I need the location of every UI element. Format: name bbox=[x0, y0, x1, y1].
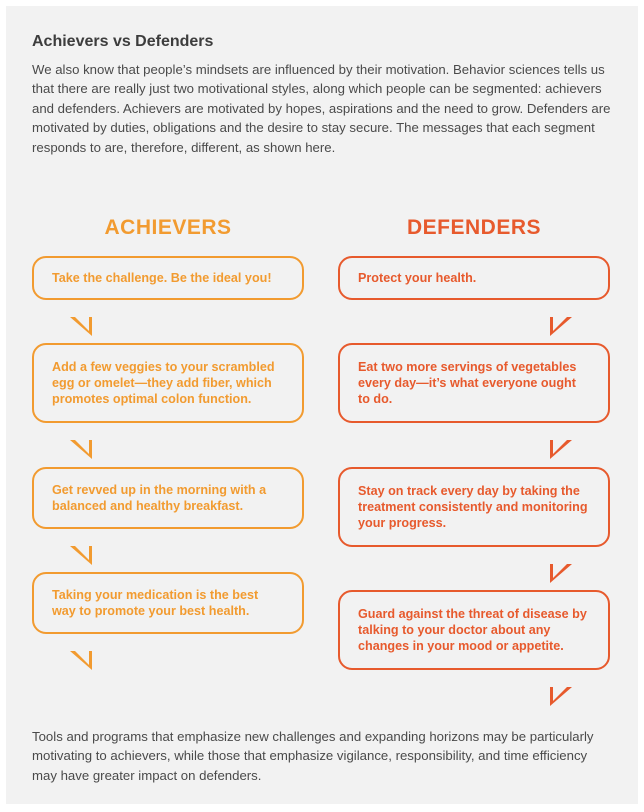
defender-message-text: Eat two more servings of vegetables every day—it’s what everyone ought to do. bbox=[358, 360, 577, 406]
closing-paragraph: Tools and programs that emphasize new challenges and expanding horizons may be particularly motivating to achievers, while those that emphasize vigilance, responsibility, and time efficiency may have greater impact on defenders. bbox=[32, 729, 594, 783]
defender-message-bubble bbox=[338, 343, 610, 423]
achievers-title: ACHIEVERS bbox=[104, 216, 232, 239]
achiever-message-text: Taking your medication is the best way to promote your best health. bbox=[52, 588, 259, 618]
defender-message-text: Protect your health. bbox=[358, 271, 477, 285]
achiever-message-text: Add a few veggies to your scrambled egg or omelet—they add fiber, which promotes optimal colon function. bbox=[52, 360, 275, 406]
defenders-title: DEFENDERS bbox=[406, 216, 542, 239]
achiever-message-text: Get revved up in the morning with a balanced and healthy breakfast. bbox=[52, 483, 267, 513]
achiever-message-bubble bbox=[32, 256, 304, 300]
defender-message-bubble bbox=[338, 256, 610, 300]
intro-paragraph: We also know that people’s mindsets are influenced by their motivation. Behavior sciences tells us that there are really just two motivational styles, along which people can be segmented: achievers and defenders. Achievers are motivated by hopes, aspirations and the need to grow. Defenders are motivated by duties, obligations and the desire to stay secure. The messages that each segment responds to are, therefore, different, as shown here. bbox=[32, 62, 611, 155]
defender-message-bubble bbox=[338, 590, 610, 670]
achiever-message-text: Take the challenge. Be the ideal you! bbox=[52, 271, 272, 285]
achiever-message-bubble bbox=[32, 572, 304, 634]
defender-message-bubble bbox=[338, 467, 610, 547]
defender-message-text: Guard against the threat of disease by talking to your doctor about any changes in your mood or appetite. bbox=[358, 607, 587, 653]
achiever-message-bubble bbox=[32, 343, 304, 423]
section-heading: Achievers vs Defenders bbox=[32, 33, 214, 50]
defender-message-text: Stay on track every day by taking the treatment consistently and monitoring your progress. bbox=[358, 484, 588, 530]
achiever-message-bubble bbox=[32, 467, 304, 529]
